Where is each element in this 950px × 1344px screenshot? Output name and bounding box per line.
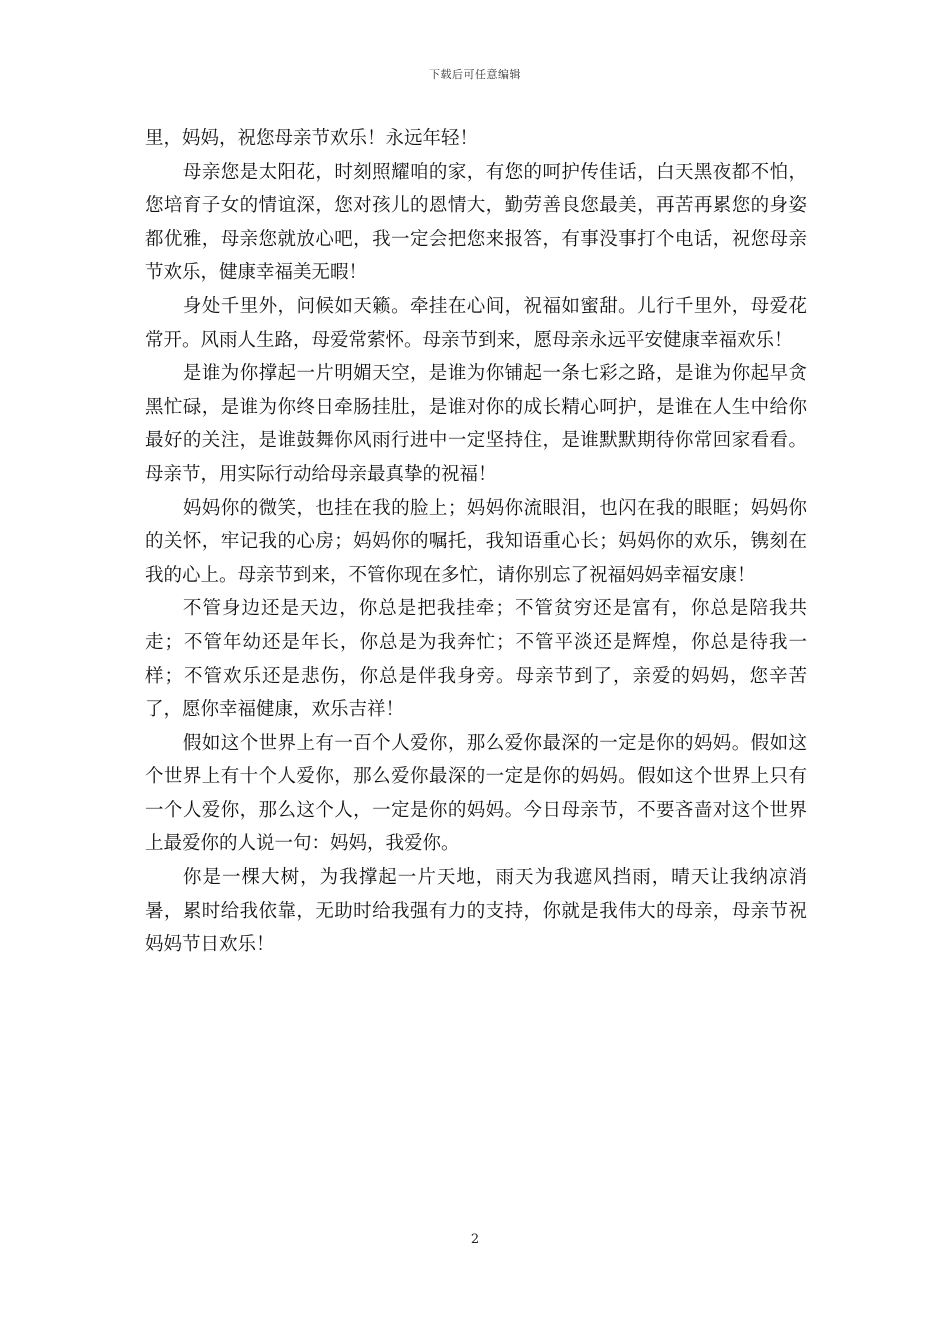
document-body <box>145 122 807 962</box>
paragraph-8: 你是一棵大树，为我撑起一片天地，雨天为我遮风挡雨，晴天让我纳凉消暑，累时给我依靠，无助时给我强有力的支持，你就是我伟大的母亲，母亲节祝妈妈节日欢乐！ <box>145 867 807 956</box>
page-number: 2 <box>470 1232 480 1247</box>
paragraph-7: 假如这个世界上有一百个人爱你，那么爱你最深的一定是你的妈妈。假如这个世界上有十个人爱你，那么爱你最深的一定是你的妈妈。假如这个世界上只有一个人爱你，那么这个人，一定是你的妈妈。今日母亲节，不要吝啬对这个世界上最爱你的人说一句：妈妈，我爱你。 <box>145 732 807 855</box>
page-header: 下载后可任意编辑 <box>429 68 521 81</box>
paragraph-1: 里，妈妈，祝您母亲节欢乐！永远年轻！ <box>145 128 479 149</box>
paragraph-4: 是谁为你撑起一片明媚天空，是谁为你铺起一条七彩之路，是谁为你起早贪黑忙碌，是谁为你终日牵肠挂肚，是谁对你的成长精心呵护，是谁在人生中给你最好的关注，是谁鼓舞你风雨行进中一定坚持住，是谁默默期待你常回家看看。母亲节，用实际行动给母亲最真挚的祝福！ <box>145 363 807 485</box>
paragraph-5: 妈妈你的微笑，也挂在我的脸上；妈妈你流眼泪，也闪在我的眼眶；妈妈你的关怀，牢记我的心房；妈妈你的嘱托，我知语重心长；妈妈你的欢乐，镌刻在我的心上。母亲节到来，不管你现在多忙，请你别忘了祝福妈妈幸福安康！ <box>145 497 807 586</box>
paragraph-2: 母亲您是太阳花，时刻照耀咱的家，有您的呵护传佳话，白天黑夜都不怕，您培育子女的情谊深，您对孩儿的恩情大，勤劳善良您最美，再苦再累您的身姿都优雅，母亲您就放心吧，我一定会把您来报答，有事没事打个电话，祝您母亲节欢乐，健康幸福美无暇！ <box>145 161 807 284</box>
paragraph-6: 不管身边还是天边，你总是把我挂牵；不管贫穷还是富有，你总是陪我共走；不管年幼还是年长，你总是为我奔忙；不管平淡还是辉煌，你总是待我一样；不管欢乐还是悲伤，你总是伴我身旁。母亲节到了，亲爱的妈妈，您辛苦了，愿你幸福健康，欢乐吉祥！ <box>145 598 807 721</box>
paragraph-3: 身处千里外，问候如天籁。牵挂在心间，祝福如蜜甜。儿行千里外，母爱花常开。风雨人生路，母爱常萦怀。母亲节到来，愿母亲永远平安健康幸福欢乐！ <box>145 295 807 351</box>
